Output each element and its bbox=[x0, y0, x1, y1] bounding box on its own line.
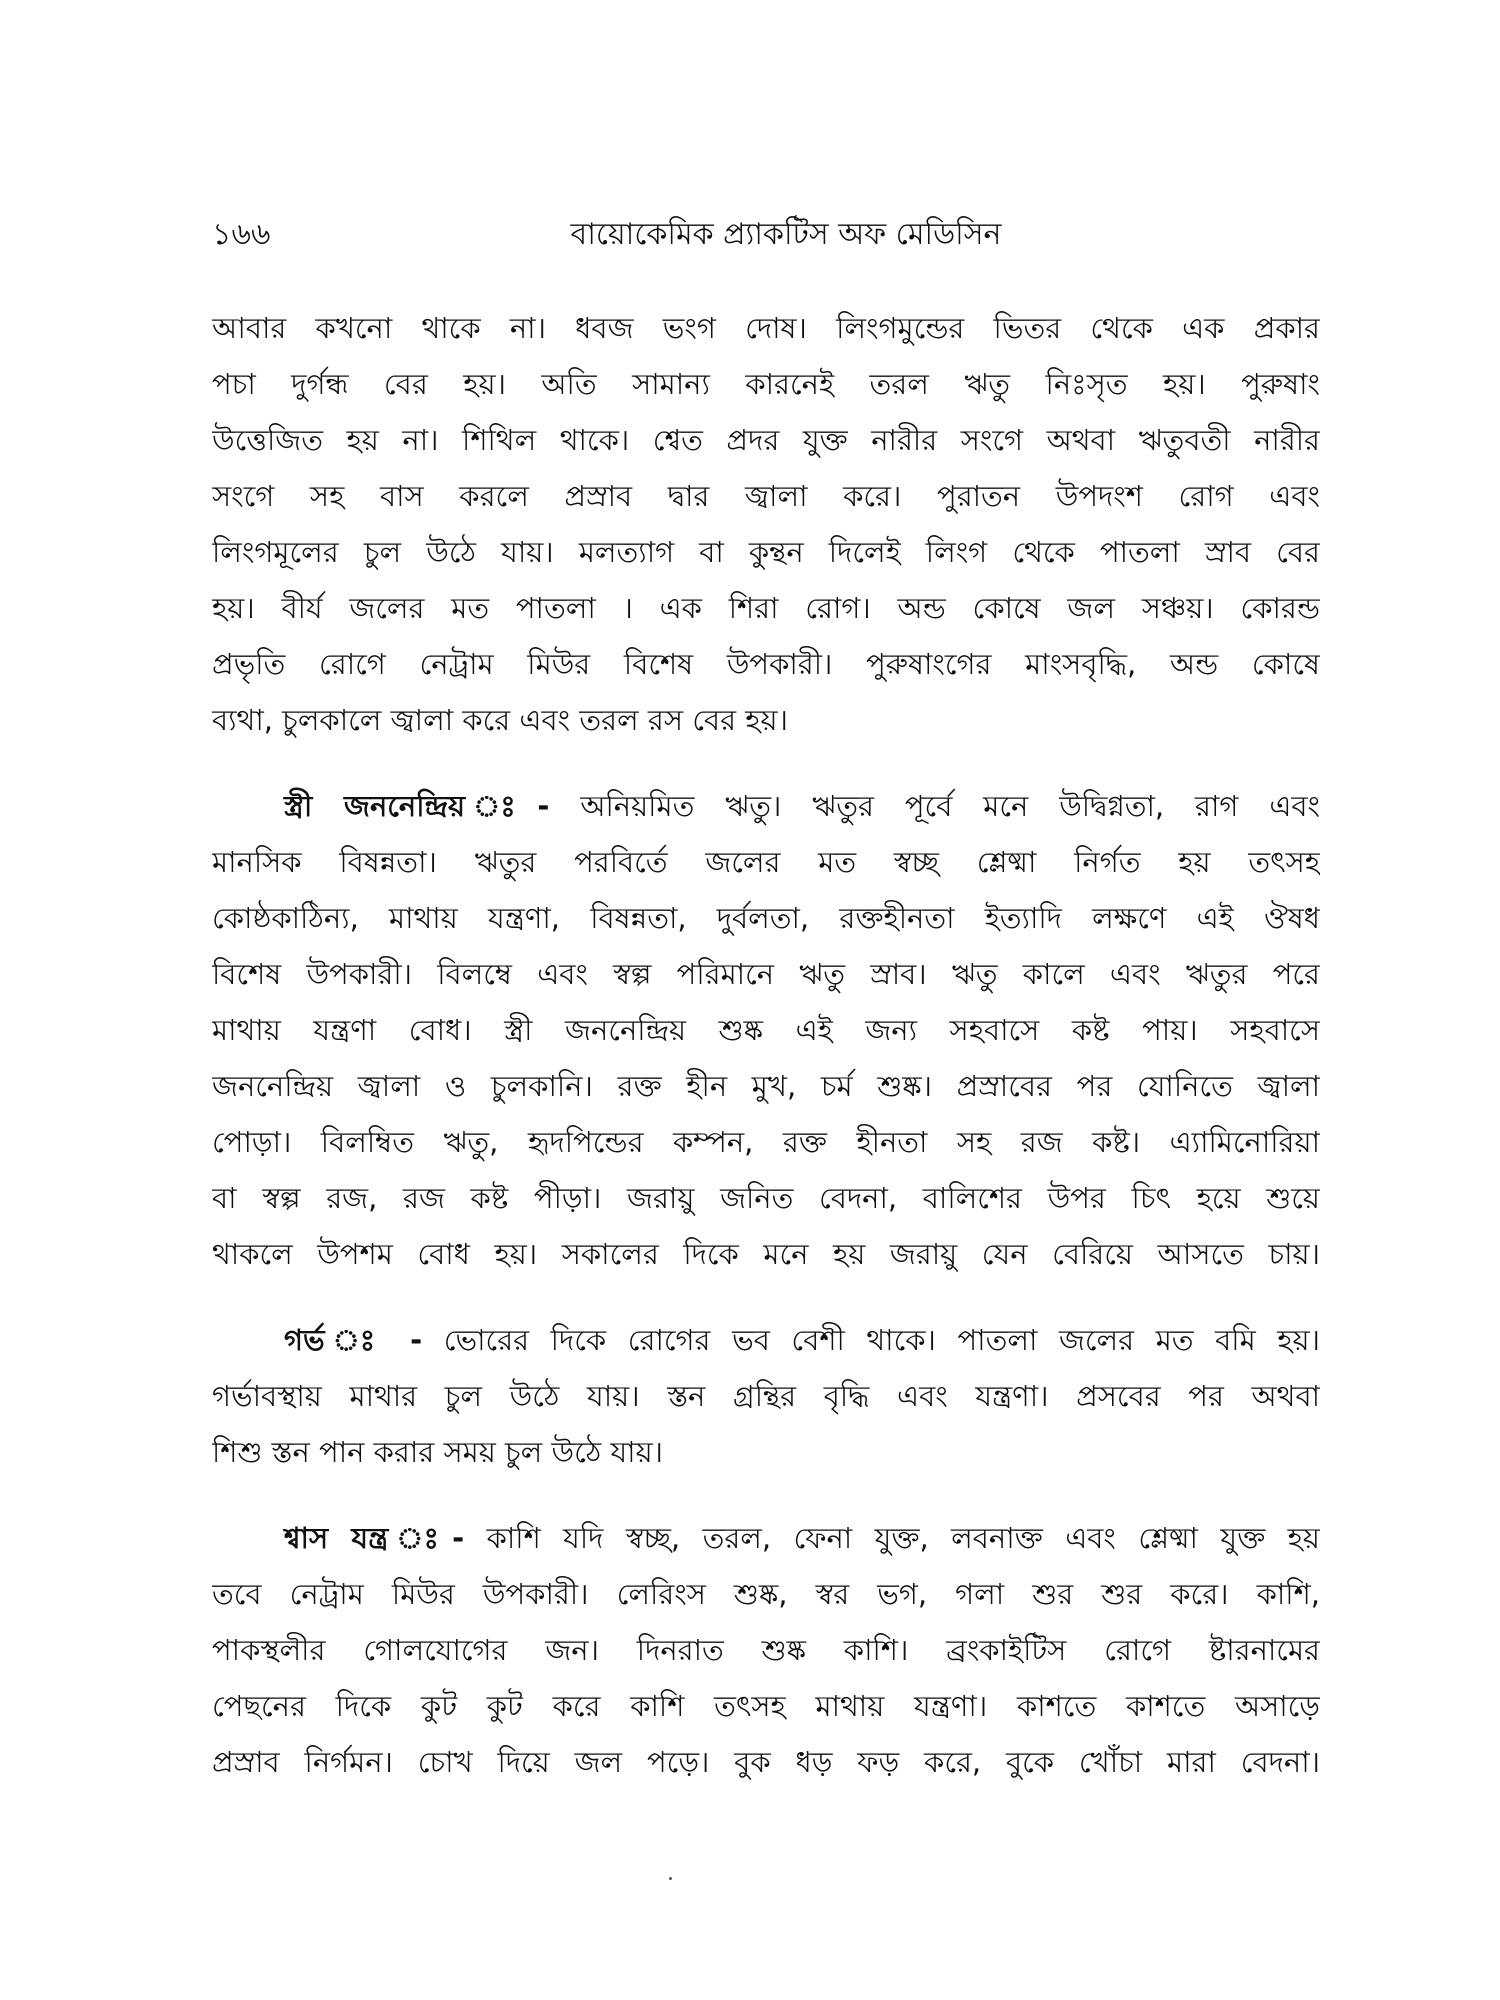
text-line: তবে নেট্রাম মিউর উপকারী। লেরিংস শুষ্ক, স্বর ভগ, গলা শুর শুর করে। কাশি, bbox=[212, 1577, 1320, 1611]
text-line: লিংগমূলের চুল উঠে যায়। মলত্যাগ বা কুন্থন দিলেই লিংগ থেকে পাতলা স্রাব বের bbox=[212, 535, 1320, 569]
text-line: পোড়া। বিলম্বিত ঋতু, হৃদপিন্ডের কম্পন, রক্ত হীনতা সহ রজ কষ্ট। এ্যামিনোরিয়া bbox=[212, 1125, 1320, 1159]
text-line: সংগে সহ বাস করলে প্রস্রাব দ্বার জ্বালা করে। পুরাতন উপদংশ রোগ এবং bbox=[212, 479, 1320, 513]
text-line: থাকলে উপশম বোধ হয়। সকালের দিকে মনে হয় জরায়ু যেন বেরিয়ে আসতে চায়। bbox=[212, 1237, 1320, 1271]
text-line: পেছনের দিকে কুট কুট করে কাশি তৎসহ মাথায় যন্ত্রণা। কাশতে কাশতে অসাড়ে bbox=[212, 1689, 1320, 1723]
text-line: বিশেষ উপকারী। বিলম্বে এবং স্বল্প পরিমানে ঋতু স্রাব। ঋতু কালে এবং ঋতুর পরে bbox=[212, 957, 1320, 991]
text-line: বা স্বল্প রজ, রজ কষ্ট পীড়া। জরায়ু জনিত বেদনা, বালিশের উপর চিৎ হয়ে শুয়ে bbox=[212, 1181, 1320, 1215]
paragraph-respiratory bbox=[212, 1510, 1320, 1790]
text-line: উত্তেজিত হয় না। শিথিল থাকে। শ্বেত প্রদর যুক্ত নারীর সংগে অথবা ঋতুবতী নারীর bbox=[212, 423, 1320, 457]
print-speck bbox=[669, 1877, 672, 1880]
text-line: মানসিক বিষন্নতা। ঋতুর পরবির্তে জলের মত স্বচ্ছ শ্লেষ্মা নির্গত হয় তৎসহ bbox=[212, 845, 1320, 879]
body-text bbox=[212, 300, 1320, 1790]
text-line: প্রস্রাব নির্গমন। চোখ দিয়ে জল পড়ে। বুক ধড় ফড় করে, বুকে খোঁচা মারা বেদনা। bbox=[212, 1745, 1320, 1779]
text-line: শিশু স্তন পান করার সময় চুল উঠে যায়। bbox=[212, 1435, 664, 1469]
paragraph-continuation bbox=[212, 300, 1320, 748]
section-heading: গর্ভ ঃ - bbox=[284, 1323, 423, 1357]
text-line: গর্ভাবস্থায় মাথার চুল উঠে যায়। স্তন গ্রন্থির বৃদ্ধি এবং যন্ত্রণা। প্রসবের পর অথবা bbox=[212, 1379, 1320, 1413]
paragraph-first-line bbox=[212, 1312, 1320, 1368]
text-line: জননেন্দ্রিয় জ্বালা ও চুলকানি। রক্ত হীন মুখ, চর্ম শুষ্ক। প্রস্রাবের পর যোনিতে জ্বালা bbox=[212, 1069, 1320, 1103]
text-line: আবার কখনো থাকে না। ধবজ ভংগ দোষ। লিংগমুন্ডের ভিতর থেকে এক প্রকার bbox=[212, 311, 1320, 345]
text-line: হয়। বীর্য জলের মত পাতলা । এক শিরা রোগ। অন্ড কোষে জল সঞ্চয়। কোরন্ড bbox=[212, 591, 1320, 625]
paragraph-first-line bbox=[212, 1510, 1320, 1566]
text-run: কাশি যদি স্বচ্ছ, তরল, ফেনা যুক্ত, লবনাক্ত এবং শ্লেষ্মা যুক্ত হয় bbox=[464, 1521, 1320, 1555]
running-head bbox=[212, 210, 1320, 260]
text-run: অনিয়মিত ঋতু। ঋতুর পূর্বে মনে উদ্বিগ্নতা, রাগ এবং bbox=[549, 789, 1320, 823]
text-line: পচা দুর্গন্ধ বের হয়। অতি সামান্য কারনেই তরল ঋতু নিঃসৃত হয়। পুরুষাং bbox=[212, 367, 1320, 401]
paragraph-female-genitals bbox=[212, 778, 1320, 1282]
text-line: কোষ্ঠকাঠিন্য, মাথায় যন্ত্রণা, বিষন্নতা, দুর্বলতা, রক্তহীনতা ইত্যাদি লক্ষণে এই ঔষধ bbox=[212, 901, 1320, 935]
page-number: ১৬৬ bbox=[212, 217, 271, 252]
section-heading: শ্বাস যন্ত্র ঃ- bbox=[284, 1521, 465, 1555]
section-heading: স্ত্রী জননেন্দ্রিয় ঃ- bbox=[284, 789, 550, 823]
text-line: প্রভৃতি রোগে নেট্রাম মিউর বিশেষ উপকারী। পুরুষাংগের মাংসবৃদ্ধি, অন্ড কোষে bbox=[212, 647, 1320, 681]
text-line: মাথায় যন্ত্রণা বোধ। স্ত্রী জননেন্দ্রিয় শুষ্ক এই জন্য সহবাসে কষ্ট পায়। সহবাসে bbox=[212, 1013, 1320, 1047]
text-run: ভোরের দিকে রোগের ভব বেশী থাকে। পাতলা জলের মত বমি হয়। bbox=[422, 1323, 1320, 1357]
running-title: বায়োকেমিক প্র্যাকটিস অফ মেডিসিন bbox=[570, 217, 1002, 252]
paragraph-first-line bbox=[212, 778, 1320, 834]
text-line: ব্যথা, চুলকালে জ্বালা করে এবং তরল রস বের হয়। bbox=[212, 703, 788, 737]
text-line: পাকস্থলীর গোলযোগের জন। দিনরাত শুষ্ক কাশি। ব্রংকাইটিস রোগে ষ্টারনামের bbox=[212, 1633, 1320, 1667]
paragraph-pregnancy bbox=[212, 1312, 1320, 1480]
